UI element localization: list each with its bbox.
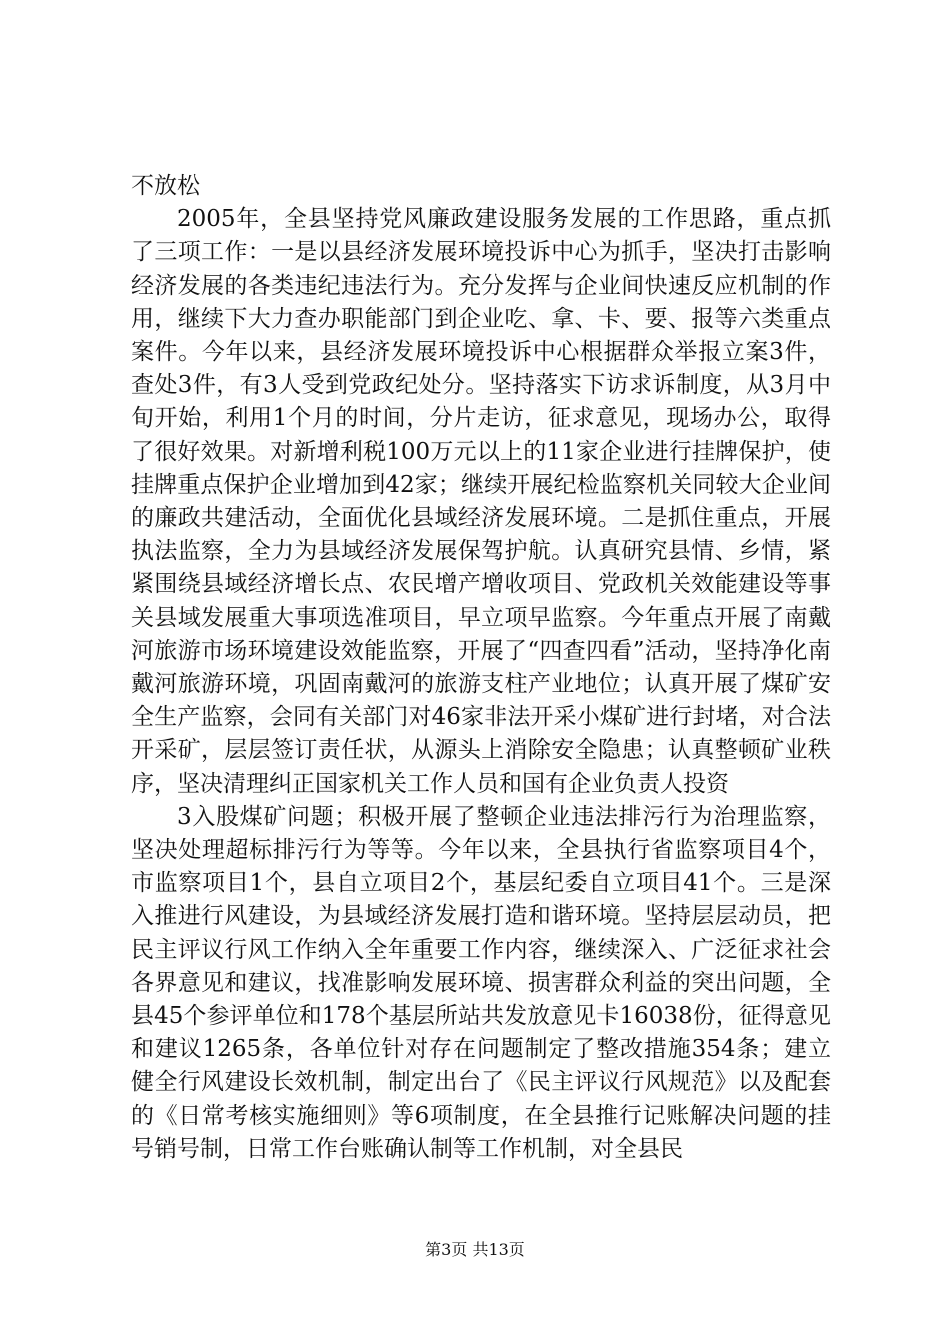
- paragraph-continuation: 不放松: [131, 173, 200, 199]
- paragraph-supervision-projects: 3入股煤矿问题；积极开展了整顿企业违法排污行为治理监察，坚决处理超标排污行为等等。今年以来，全县执行省监察项目4个，市监察项目1个，县自立项目2个，基层纪委自立项目41个。三是深入推进行风建设，为县域经济发展打造和谐环境。坚持层层动员，把民主评议行风工作纳入全年重要工作内容，继续深入、广泛征求社会各界意见和建议，找准影响发展环境、损害群众利益的突出问题，全县45个参评单位和178个基层所站共发放意见卡16038份，征得意见和建议1265条，各单位针对存在问题制定了整改措施354条；建立健全行风建设长效机制，制定出台了《民主评议行风规范》以及配套的《日常考核实施细则》等6项制度，在全县推行记账解决问题的挂号销号制，日常工作台账确认制等工作机制，对全县民: [131, 803, 831, 1162]
- document-body: [131, 170, 831, 1166]
- page-number-footer: 第3页 共13页: [425, 1240, 525, 1259]
- paragraph-work-summary: 2005年，全县坚持党风廉政建设服务发展的工作思路，重点抓了三项工作：一是以县经济发展环境投诉中心为抓手，坚决打击影响经济发展的各类违纪违法行为。充分发挥与企业间快速反应机制的作用，继续下大力查办职能部门到企业吃、拿、卡、要、报等六类重点案件。今年以来，县经济发展环境投诉中心根据群众举报立案3件，查处3件，有3人受到党政纪处分。坚持落实下访求诉制度，从3月中旬开始，利用1个月的时间，分片走访，征求意见，现场办公，取得了很好效果。对新增利税100万元以上的11家企业进行挂牌保护，使挂牌重点保护企业增加到42家；继续开展纪检监察机关同较大企业间的廉政共建活动，全面优化县域经济发展环境。二是抓住重点，开展执法监察，全力为县域经济发展保驾护航。认真研究县情、乡情，紧紧围绕县域经济增长点、农民增产增收项目、党政机关效能建设等事关县域发展重大事项选准项目，早立项早监察。今年重点开展了南戴河旅游市场环境建设效能监察，开展了“四查四看”活动，坚持净化南戴河旅游环境，巩固南戴河的旅游支柱产业地位；认真开展了煤矿安全生产监察，会同有关部门对46家非法开采小煤矿进行封堵，对合法开采矿，层层签订责任状，从源头上消除安全隐患；认真整顿矿业秩序，坚决清理纠正国家机关工作人员和国有企业负责人投资: [131, 206, 831, 797]
